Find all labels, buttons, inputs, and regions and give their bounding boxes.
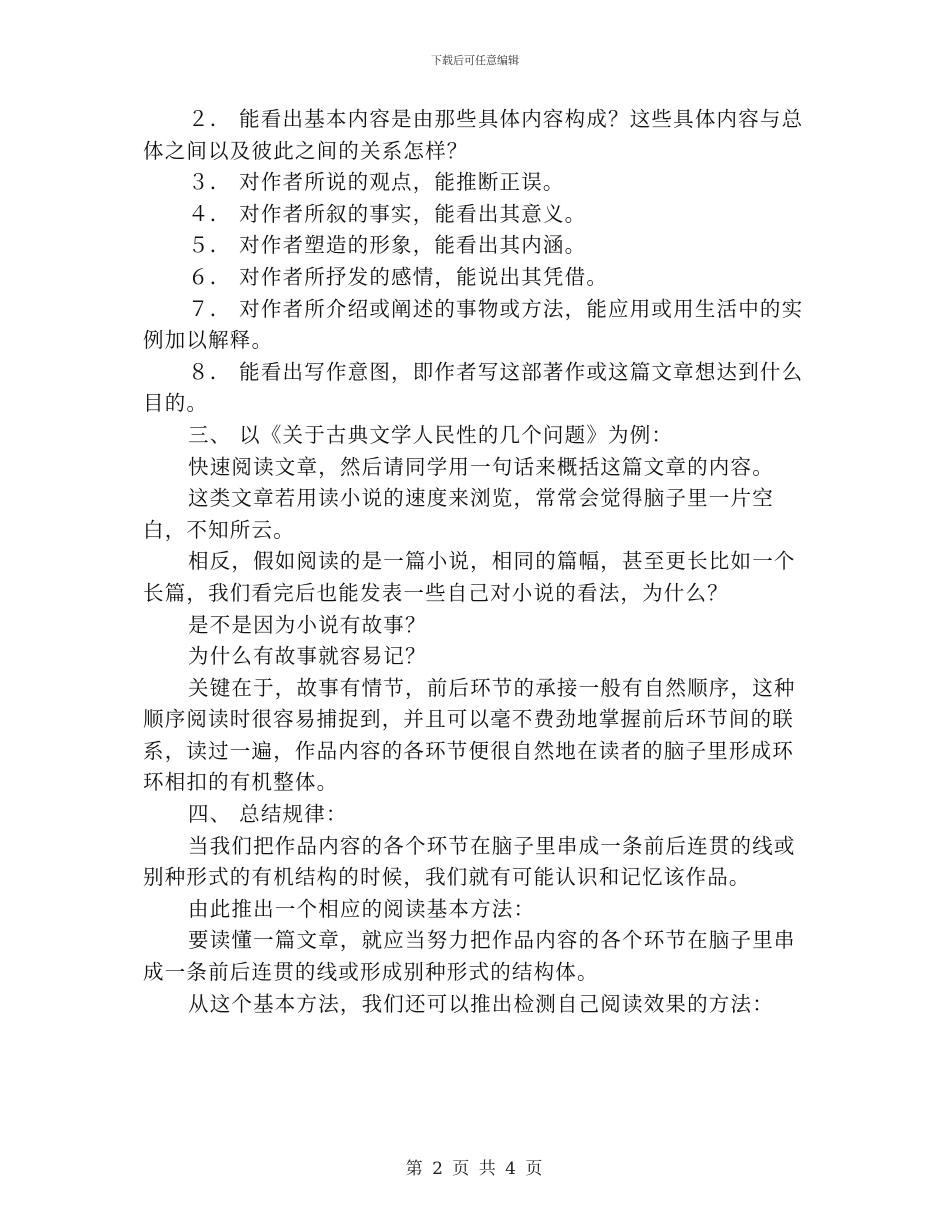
paragraph-key-point: 关键在于，故事有情节，前后环节的承接一般有自然顺序，这种顺序阅读时很容易捕捉到，并且可以毫不费劲地掌握前后环节间的联系，读过一遍，作品内容的各环节便很自然地在读者的脑子里形成环环相扣的有机整体。 [143,675,796,795]
section-heading-4: 四、 总结规律： [188,802,348,827]
paragraph-method: 要读懂一篇文章，就应当努力把作品内容的各个环节在脑子里串成一条前后连贯的线或形成别种形式的结构体。 [143,928,796,985]
paragraph-browse: 这类文章若用读小说的速度来浏览，常常会觉得脑子里一片空白，不知所云。 [143,486,774,542]
paragraph-question-memory: 为什么有故事就容易记？ [188,644,427,669]
paragraph-item-3: ３． 对作者所说的观点，能推断正误。 [188,170,565,195]
paragraph-item-6: ６． 对作者所抒发的感情，能说出其凭借。 [188,264,609,289]
page-header-note: 下载后可任意编辑 [431,54,519,67]
paragraph-check-method: 从这个基本方法，我们还可以推出检测自己阅读效果的方法： [188,991,774,1016]
page-footer-number: 第 2 页 共 4 页 [405,1159,545,1179]
paragraph-rule: 当我们把作品内容的各个环节在脑子里串成一条前后连贯的线或别种形式的有机结构的时候，我们就有可能认识和记忆该作品。 [143,833,796,890]
paragraph-item-8: ８． 能看出写作意图，即作者写这部著作或这篇文章想达到什么目的。 [143,359,804,416]
paragraph-question-story: 是不是因为小说有故事？ [188,612,427,637]
paragraph-quick-read: 快速阅读文章，然后请同学用一句话来概括这篇文章的内容。 [188,454,774,479]
paragraph-item-5: ５． 对作者塑造的形象，能看出其内涵。 [188,233,587,258]
paragraph-item-7: ７． 对作者所介绍或阐述的事物或方法，能应用或用生活中的实例加以解释。 [143,296,804,353]
paragraph-contrast: 相反，假如阅读的是一篇小说，相同的篇幅，甚至更长比如一个长篇，我们看完后也能发表一些自己对小说的看法，为什么？ [143,549,796,605]
paragraph-method-intro: 由此推出一个相应的阅读基本方法： [188,896,536,921]
paragraph-item-2: ２． 能看出基本内容是由那些具体内容构成？这些具体内容与总体之间以及彼此之间的关系怎样？ [143,107,804,163]
document-body [143,104,808,1020]
paragraph-item-4: ４． 对作者所叙的事实，能看出其意义。 [188,201,587,226]
section-heading-3: 三、 以《关于古典文学人民性的几个问题》为例： [188,422,674,447]
